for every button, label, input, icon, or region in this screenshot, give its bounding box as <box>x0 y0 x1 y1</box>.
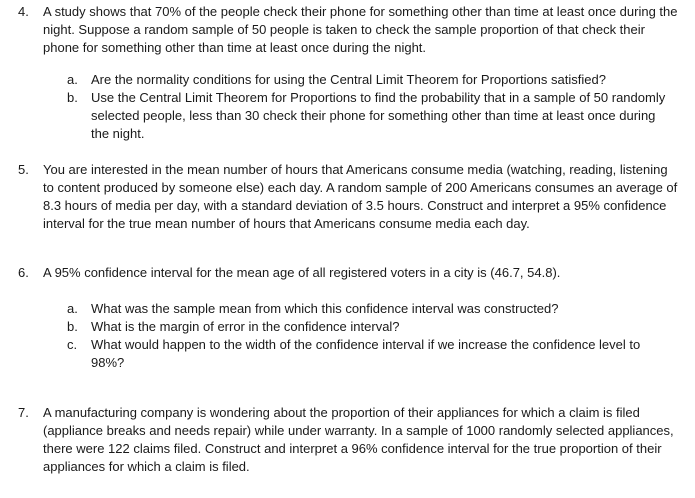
question-text: A study shows that 70% of the people check their phone for something other than time at least once during the night. Suppose a random sample of 50 people is taken to check the sample proportion of that check their phone for something other than time at least once during the night. <box>43 4 678 55</box>
part-letter: b. <box>67 319 78 334</box>
question-5 <box>18 161 678 233</box>
question-text: You are interested in the mean number of hours that Americans consume media (watching, reading, listening to content produced by someone else) each day. A random sample of 200 Americans consumes an average of 8.3 hours of media per day, with a standard deviation of 3.5 hours. Construct and interpret a 95% confidence interval for the true mean number of hours that Americans consume media each day. <box>43 162 678 231</box>
part-letter: b. <box>67 90 78 105</box>
question-6 <box>18 264 678 282</box>
question-4-parts <box>67 71 667 143</box>
question-number: 5. <box>18 162 29 177</box>
question-4 <box>18 3 678 57</box>
part-letter: a. <box>67 72 78 87</box>
question-4-part-b <box>67 89 667 143</box>
question-text: A 95% confidence interval for the mean age of all registered voters in a city is (46.7, 54.8). <box>43 265 561 280</box>
part-text: What was the sample mean from which this confidence interval was constructed? <box>91 301 559 316</box>
question-number: 6. <box>18 265 29 280</box>
part-letter: a. <box>67 301 78 316</box>
question-4-part-a <box>67 71 667 89</box>
question-6-part-a <box>67 300 667 318</box>
question-number: 7. <box>18 405 29 420</box>
part-text: Are the normality conditions for using the Central Limit Theorem for Proportions satisfied? <box>91 72 606 87</box>
part-text: Use the Central Limit Theorem for Proportions to find the probability that in a sample of 50 randomly selected people, less than 30 check their phone for something other than time at least once during the night. <box>91 90 666 141</box>
question-number: 4. <box>18 4 29 19</box>
part-letter: c. <box>67 337 78 352</box>
part-text: What is the margin of error in the confidence interval? <box>91 319 400 334</box>
question-7 <box>18 404 678 476</box>
question-6-part-c <box>67 336 667 372</box>
question-6-part-b <box>67 318 667 336</box>
question-6-parts <box>67 300 667 372</box>
question-text: A manufacturing company is wondering about the proportion of their appliances for which a claim is filed (appliance breaks and needs repair) while under warranty. In a sample of 1000 randomly selected appliances, there were 122 claims filed. Construct and interpret a 96% confidence interval for the true proportion of their appliances for which a claim is filed. <box>43 405 674 474</box>
part-text: What would happen to the width of the confidence interval if we increase the confidence level to 98%? <box>91 337 641 370</box>
